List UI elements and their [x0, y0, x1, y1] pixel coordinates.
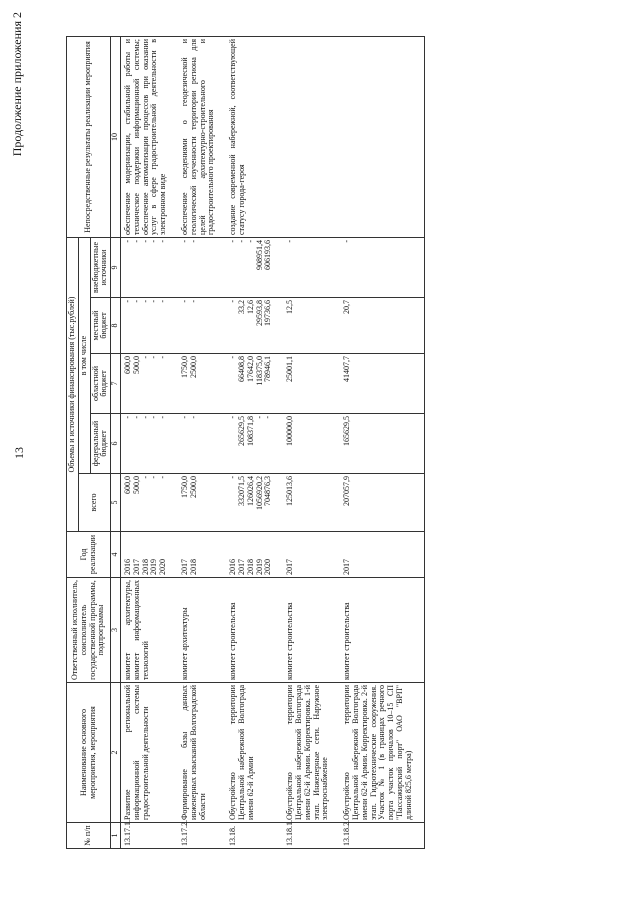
continuation-label: Продолжение приложения 2: [10, 12, 24, 157]
years-cell: [178, 532, 226, 578]
regional-budget-value: 500,0: [131, 356, 141, 374]
federal-budget-cell: [226, 414, 283, 474]
extra-budget-value: -: [149, 240, 159, 243]
column-number-row: [111, 37, 121, 849]
row-number: 13.17.2.: [178, 823, 226, 849]
expected-results: обеспечение сведениями о геодезической и геологической изученности территории региона для целей архитектурно-строительного и градостроительного проектирования: [178, 37, 226, 238]
col-header-regional: областной бюджет: [90, 354, 111, 414]
total-value: 207057,9: [342, 476, 352, 506]
federal-budget-value: 165629,5: [342, 416, 352, 446]
table-row: [283, 37, 340, 849]
row-number: 13.17.1.: [120, 823, 177, 849]
total-value: 332071,5: [236, 476, 246, 506]
extra-budget-value: -: [158, 240, 168, 243]
column-number: 10: [111, 37, 121, 238]
extra-budget-value: 908951,4: [254, 240, 264, 270]
total-value: -: [140, 476, 150, 479]
local-budget-value: 12,5: [285, 300, 295, 314]
regional-budget-value: 1750,0: [179, 356, 189, 378]
column-number: 4: [111, 532, 121, 578]
total-value: -: [158, 476, 168, 479]
local-budget-value: -: [179, 300, 189, 303]
table-row: [340, 37, 424, 849]
table-row: [178, 37, 226, 849]
year-value: 2017: [179, 559, 189, 575]
federal-budget-cell: [340, 414, 424, 474]
total-cell: [226, 474, 283, 532]
regional-budget-value: 2500,0: [188, 356, 198, 378]
federal-budget-cell: [178, 414, 226, 474]
federal-budget-value: -: [188, 416, 198, 419]
col-header-no: № п/п: [67, 823, 111, 849]
col-header-federal: федеральный бюджет: [90, 414, 111, 474]
regional-budget-value: 118375,0: [254, 356, 264, 386]
regional-budget-value: 17642,0: [245, 356, 255, 382]
extra-budget-value: -: [188, 240, 198, 243]
federal-budget-value: -: [228, 416, 238, 419]
row-number: 13.18.2.: [340, 823, 424, 849]
expected-results: обеспечение модернизации, стабильной работы и техническое поддержки информационной системы; обеспечение автоматизации процессов при оказании услуг в сфере градостроительной деятельности в электронном виде: [120, 37, 177, 238]
col-header-responsible: Ответственный исполнитель, соисполнитель государственной программы, подпрограммы: [67, 578, 111, 683]
local-budget-value: -: [140, 300, 150, 303]
year-value: 2017: [342, 559, 352, 575]
col-header-including: в том числе: [78, 238, 90, 474]
column-number: 1: [111, 823, 121, 849]
local-budget-value: 19736,6: [263, 300, 273, 326]
extra-budget-value: -: [228, 240, 238, 243]
total-cell: [283, 474, 340, 532]
total-value: 704876,3: [263, 476, 273, 506]
local-budget-cell: [120, 298, 177, 354]
column-number: 2: [111, 683, 121, 823]
total-value: -: [149, 476, 159, 479]
column-number: 6: [111, 414, 121, 474]
expected-results: [340, 37, 424, 238]
years-cell: [120, 532, 177, 578]
extra-budget-value: -: [245, 240, 255, 243]
local-budget-value: 20,7: [342, 300, 352, 314]
extra-budget-value: -: [285, 240, 295, 243]
year-value: 2017: [285, 559, 295, 575]
federal-budget-value: -: [158, 416, 168, 419]
year-value: 2016: [228, 559, 238, 575]
federal-budget-value: 265629,5: [236, 416, 246, 446]
federal-budget-value: 108371,8: [245, 416, 255, 446]
federal-budget-value: -: [254, 416, 264, 419]
program-table: [66, 36, 425, 849]
total-cell: [120, 474, 177, 532]
extra-budget-value: -: [342, 240, 352, 243]
local-budget-value: -: [149, 300, 159, 303]
table-row: [120, 37, 177, 849]
expected-results: [283, 37, 340, 238]
extra-budget-cell: [120, 238, 177, 298]
federal-budget-cell: [283, 414, 340, 474]
year-value: 2018: [245, 559, 255, 575]
row-number: 13.18.: [226, 823, 283, 849]
year-value: 2018: [140, 559, 150, 575]
year-value: 2020: [263, 559, 273, 575]
regional-budget-value: -: [158, 356, 168, 359]
extra-budget-cell: [283, 238, 340, 298]
local-budget-cell: [226, 298, 283, 354]
year-value: 2017: [131, 559, 141, 575]
years-cell: [283, 532, 340, 578]
local-budget-value: 12,6: [245, 300, 255, 314]
local-budget-cell: [340, 298, 424, 354]
total-value: 126026,4: [245, 476, 255, 506]
activity-name: Формирование базы данных инженерных изысканий Волгоградской области: [178, 683, 226, 823]
regional-budget-value: 41407,7: [342, 356, 352, 382]
extra-budget-cell: [226, 238, 283, 298]
extra-budget-cell: [340, 238, 424, 298]
regional-budget-value: -: [228, 356, 238, 359]
page-number: 13: [12, 447, 26, 459]
year-value: 2019: [254, 559, 264, 575]
column-number: 8: [111, 298, 121, 354]
col-header-name: Наименование основного мероприятия, мероприятия: [67, 683, 111, 823]
federal-budget-cell: [120, 414, 177, 474]
year-value: 2020: [158, 559, 168, 575]
local-budget-value: -: [131, 300, 141, 303]
extra-budget-value: -: [140, 240, 150, 243]
local-budget-value: 29593,8: [254, 300, 264, 326]
years-cell: [340, 532, 424, 578]
col-header-funding: Объемы и источники финансирования (тыс.рублей): [67, 238, 79, 532]
expected-results: создание современной набережной, соответствующей статусу города-героя: [226, 37, 283, 238]
local-budget-value: -: [188, 300, 198, 303]
year-value: 2019: [149, 559, 159, 575]
local-budget-value: 33,2: [236, 300, 246, 314]
federal-budget-value: -: [149, 416, 159, 419]
extra-budget-value: -: [131, 240, 141, 243]
year-value: 2016: [122, 559, 132, 575]
extra-budget-value: -: [236, 240, 246, 243]
responsible-executor: комитет строительства: [340, 578, 424, 683]
extra-budget-cell: [178, 238, 226, 298]
activity-name: Обустройство территории Центральной набережной Волгограда имени 62-й Армии. Корректировка. 2-й этап. Гидротехнические сооружения. Участок № 1 (в границах речного порта участок причалов 10–15 СП "Пассажирский порт" ОАО "ВРП" длиной 825,6 метра): [340, 683, 424, 823]
col-header-local: местный бюджет: [90, 298, 111, 354]
year-value: 2017: [236, 559, 246, 575]
total-value: 2500,0: [188, 476, 198, 498]
total-value: -: [228, 476, 238, 479]
regional-budget-cell: [283, 354, 340, 414]
column-number: 9: [111, 238, 121, 298]
responsible-executor: комитет строительства: [226, 578, 283, 683]
regional-budget-value: 78946,1: [263, 356, 273, 382]
local-budget-value: -: [228, 300, 238, 303]
regional-budget-value: 600,0: [122, 356, 132, 374]
years-cell: [226, 532, 283, 578]
regional-budget-cell: [120, 354, 177, 414]
column-number: 3: [111, 578, 121, 683]
regional-budget-cell: [340, 354, 424, 414]
extra-budget-value: 606193,6: [263, 240, 273, 270]
col-header-results: Непосредственные результаты реализации мероприятия: [67, 37, 111, 238]
federal-budget-value: -: [131, 416, 141, 419]
federal-budget-value: -: [179, 416, 189, 419]
total-cell: [178, 474, 226, 532]
activity-name: Развитие региональной информационной системы градостроительной деятельности: [120, 683, 177, 823]
local-budget-value: -: [122, 300, 132, 303]
total-value: 500,0: [131, 476, 141, 494]
responsible-executor: комитет архитектуры: [178, 578, 226, 683]
local-budget-cell: [178, 298, 226, 354]
federal-budget-value: 100000,0: [285, 416, 295, 446]
total-value: 1750,0: [179, 476, 189, 498]
federal-budget-value: -: [122, 416, 132, 419]
federal-budget-value: -: [263, 416, 273, 419]
regional-budget-value: 25001,1: [285, 356, 295, 382]
regional-budget-value: -: [149, 356, 159, 359]
responsible-executor: комитет строительства: [283, 578, 340, 683]
local-budget-cell: [283, 298, 340, 354]
table-row: [226, 37, 283, 849]
col-header-year: Год реализации: [67, 532, 111, 578]
regional-budget-value: 66408,8: [236, 356, 246, 382]
extra-budget-value: -: [179, 240, 189, 243]
extra-budget-value: -: [122, 240, 132, 243]
activity-name: Обустройство территории Центральной набережной Волгограда имени 62-й Армии. Корректировка. 1-й этап. Инженерные сети. Наружное электроснабжение: [283, 683, 340, 823]
total-cell: [340, 474, 424, 532]
responsible-executor: комитет архитектуры, комитет информационных технологий: [120, 578, 177, 683]
local-budget-value: -: [158, 300, 168, 303]
total-value: 125013,6: [285, 476, 295, 506]
row-number: 13.18.1.: [283, 823, 340, 849]
col-header-total: всего: [78, 474, 110, 532]
regional-budget-cell: [178, 354, 226, 414]
total-value: 600,0: [122, 476, 132, 494]
regional-budget-value: -: [140, 356, 150, 359]
federal-budget-value: -: [140, 416, 150, 419]
total-value: 1056920,2: [254, 476, 264, 510]
regional-budget-cell: [226, 354, 283, 414]
year-value: 2018: [188, 559, 198, 575]
column-number: 7: [111, 354, 121, 414]
column-number: 5: [111, 474, 121, 532]
col-header-extra: внебюджетные источники: [90, 238, 111, 298]
activity-name: Обустройство территории Центральной набережной Волгограда имени 62-й Армии: [226, 683, 283, 823]
